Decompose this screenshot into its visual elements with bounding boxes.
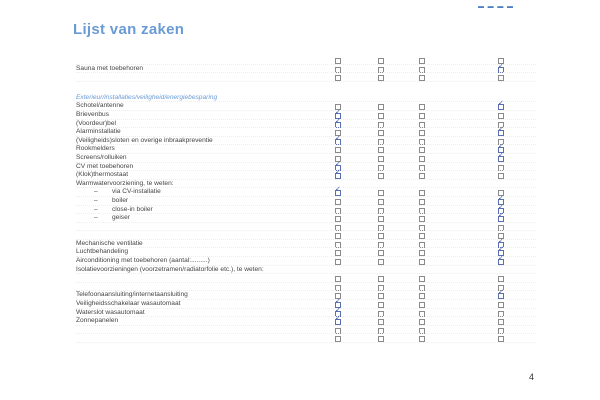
checkbox-col-3[interactable] (419, 225, 425, 231)
checkbox-col-1[interactable] (335, 336, 341, 342)
checkbox-col-3[interactable] (419, 242, 425, 248)
item-label: CV met toebehoren (76, 162, 134, 170)
list-item (76, 163, 536, 172)
list-item (76, 326, 536, 335)
item-label: via CV-installatie (112, 188, 161, 196)
checkbox-col-1[interactable] (335, 250, 341, 256)
item-label: (Voordeur)bel (76, 119, 116, 127)
checkbox-col-1[interactable] (335, 173, 341, 179)
item-label: Screens/rolluiken (76, 153, 127, 161)
checkbox-col-4[interactable] (498, 293, 504, 299)
item-label: Luchtbehandeling (76, 248, 129, 256)
checkbox-col-3[interactable] (419, 190, 425, 196)
checkbox-col-4[interactable] (498, 104, 504, 110)
checkbox-col-1[interactable] (335, 216, 341, 222)
checkbox-col-2[interactable] (378, 285, 384, 291)
list-item (76, 231, 536, 240)
checkbox-col-3[interactable] (419, 293, 425, 299)
checkbox-col-2[interactable] (378, 319, 384, 325)
checkbox-col-2[interactable] (378, 113, 384, 119)
checkbox-col-2[interactable] (378, 67, 384, 73)
checkbox-col-1[interactable] (335, 147, 341, 153)
checkbox-col-3[interactable] (419, 328, 425, 334)
item-label: Mechanische ventilatie (76, 239, 143, 247)
dash-bullet: – (94, 205, 98, 213)
item-label: Veiligheidsschakelaar wasautomaat (76, 300, 181, 308)
checkbox-col-4[interactable] (498, 113, 504, 119)
checkbox-col-3[interactable] (419, 156, 425, 162)
list-item (76, 214, 536, 223)
checkbox-col-3[interactable] (419, 113, 425, 119)
checkbox-col-4[interactable] (498, 130, 504, 136)
checkbox-col-3[interactable] (419, 250, 425, 256)
checkbox-col-1[interactable] (335, 233, 341, 239)
list-item (76, 180, 536, 189)
checkbox-col-2[interactable] (378, 208, 384, 214)
checkbox-col-2[interactable] (378, 311, 384, 317)
checkbox-col-3[interactable] (419, 130, 425, 136)
checkbox-col-2[interactable] (378, 276, 384, 282)
checkbox-col-1[interactable] (335, 139, 341, 145)
list-item (76, 145, 536, 154)
list-item (76, 274, 536, 283)
checkbox-col-3[interactable] (419, 147, 425, 153)
item-label: Telefoonaansluiting/internetaansluiting (76, 291, 188, 299)
list-item (76, 248, 536, 257)
list-item (76, 283, 536, 292)
checkbox-col-2[interactable] (378, 139, 384, 145)
item-label: Brievenbus (76, 110, 109, 118)
item-label: Alarminstallatie (76, 128, 121, 136)
list-item (76, 309, 536, 318)
checkbox-col-2[interactable] (378, 75, 384, 81)
checkbox-col-3[interactable] (419, 165, 425, 171)
checkbox-col-4[interactable] (498, 311, 504, 317)
checkbox-col-1[interactable] (335, 285, 341, 291)
section-heading (76, 94, 536, 103)
checkbox-col-3[interactable] (419, 311, 425, 317)
checkbox-col-2[interactable] (378, 293, 384, 299)
list-item (76, 120, 536, 129)
checkbox-col-3[interactable] (419, 67, 425, 73)
dash-bullet: – (94, 214, 98, 222)
checkbox-col-4[interactable] (498, 328, 504, 334)
checkbox-col-3[interactable] (419, 58, 425, 64)
checkbox-col-3[interactable] (419, 259, 425, 265)
item-label: (Veiligheids)sloten en overige inbraakpreventie (76, 136, 213, 144)
checkbox-col-4[interactable] (498, 75, 504, 81)
checkbox-col-2[interactable] (378, 165, 384, 171)
checkbox-col-1[interactable] (335, 199, 341, 205)
checkbox-col-2[interactable] (378, 156, 384, 162)
checkbox-col-3[interactable] (419, 199, 425, 205)
item-label: Airconditioning met toebehoren (aantal:.........) (76, 257, 210, 265)
checkbox-col-4[interactable] (498, 319, 504, 325)
checkbox-col-3[interactable] (419, 104, 425, 110)
checkbox-col-1[interactable] (335, 328, 341, 334)
checkbox-col-4[interactable] (498, 216, 504, 222)
list-item (76, 188, 536, 197)
list-item (76, 266, 536, 275)
checkbox-col-2[interactable] (378, 122, 384, 128)
list-item (76, 73, 536, 82)
item-label: boiler (112, 196, 129, 204)
list-item (76, 102, 536, 111)
checkbox-col-4[interactable] (498, 173, 504, 179)
checkbox-col-1[interactable] (335, 276, 341, 282)
checkbox-col-1[interactable] (335, 190, 341, 196)
page-title: Lijst van zaken (73, 21, 185, 38)
checkbox-col-2[interactable] (378, 147, 384, 153)
list-item (76, 334, 536, 343)
checkbox-col-2[interactable] (378, 250, 384, 256)
checkbox-col-1[interactable] (335, 67, 341, 73)
list-item (76, 171, 536, 180)
list-item (76, 317, 536, 326)
list-item (76, 206, 536, 215)
list-item (76, 291, 536, 300)
item-label: Isolatievoorzieningen (voorzetramen/radiatorfolie etc.), te weten: (76, 265, 264, 273)
checkbox-col-2[interactable] (378, 302, 384, 308)
item-label: Schotel/antenne (76, 102, 124, 110)
checkbox-col-2[interactable] (378, 328, 384, 334)
checkbox-col-2[interactable] (378, 104, 384, 110)
checkbox-col-3[interactable] (419, 319, 425, 325)
page-number: 4 (529, 372, 535, 382)
list-item (76, 197, 536, 206)
list-item (76, 56, 536, 65)
list-item (76, 257, 536, 266)
list-item (76, 154, 536, 163)
item-label: Sauna met toebehoren (76, 64, 144, 72)
checkbox-col-3[interactable] (419, 173, 425, 179)
list-item (76, 128, 536, 137)
checkbox-col-1[interactable] (335, 259, 341, 265)
header-mark: ▬ ▬ ▬ ▬ (478, 4, 515, 10)
checkbox-col-3[interactable] (419, 336, 425, 342)
checkbox-col-2[interactable] (378, 173, 384, 179)
item-label: (Klok)thermostaat (76, 171, 129, 179)
checkbox-col-4[interactable] (498, 336, 504, 342)
dash-bullet: – (94, 188, 98, 196)
dash-bullet: – (94, 196, 98, 204)
item-label: Rookmelders (76, 145, 115, 153)
checkbox-col-4[interactable] (498, 67, 504, 73)
item-label: Warmwatervoorziening, te weten: (76, 179, 174, 187)
checkbox-col-2[interactable] (378, 225, 384, 231)
checkbox-col-3[interactable] (419, 139, 425, 145)
checkbox-col-4[interactable] (498, 165, 504, 171)
checkbox-col-1[interactable] (335, 319, 341, 325)
checkbox-col-1[interactable] (335, 225, 341, 231)
checkbox-col-2[interactable] (378, 259, 384, 265)
list-item (76, 240, 536, 249)
checkbox-col-1[interactable] (335, 208, 341, 214)
checkbox-col-4[interactable] (498, 156, 504, 162)
checkbox-col-4[interactable] (498, 276, 504, 282)
checkbox-col-3[interactable] (419, 208, 425, 214)
checkbox-col-1[interactable] (335, 122, 341, 128)
checkbox-col-2[interactable] (378, 216, 384, 222)
items-list (76, 56, 536, 343)
item-label: Zonnepanelen (76, 317, 119, 325)
item-label: geiser (112, 214, 130, 222)
checkbox-col-2[interactable] (378, 130, 384, 136)
checkbox-col-2[interactable] (378, 336, 384, 342)
list-item (76, 65, 536, 74)
list-item (76, 300, 536, 309)
list-item (76, 223, 536, 232)
checkbox-col-3[interactable] (419, 302, 425, 308)
checkbox-col-1[interactable] (335, 75, 341, 81)
item-label: Waterslot wasautomaat (76, 308, 145, 316)
list-item (76, 137, 536, 146)
checkbox-col-4[interactable] (498, 302, 504, 308)
checkbox-col-2[interactable] (378, 242, 384, 248)
checkbox-col-2[interactable] (378, 199, 384, 205)
checkbox-col-3[interactable] (419, 285, 425, 291)
checkbox-col-3[interactable] (419, 122, 425, 128)
checkbox-col-3[interactable] (419, 233, 425, 239)
checkbox-col-4[interactable] (498, 225, 504, 231)
checkbox-col-1[interactable] (335, 58, 341, 64)
checkbox-col-2[interactable] (378, 58, 384, 64)
item-label: close-in boiler (112, 205, 153, 213)
checkbox-col-2[interactable] (378, 190, 384, 196)
checkbox-col-3[interactable] (419, 75, 425, 81)
checkbox-col-2[interactable] (378, 233, 384, 239)
list-item (76, 111, 536, 120)
item-label: Exterieur/installaties/veiligheid/energiebesparing (76, 93, 218, 101)
checkbox-col-3[interactable] (419, 216, 425, 222)
checkbox-col-4[interactable] (498, 259, 504, 265)
checkbox-col-3[interactable] (419, 276, 425, 282)
checkbox-col-1[interactable] (335, 242, 341, 248)
